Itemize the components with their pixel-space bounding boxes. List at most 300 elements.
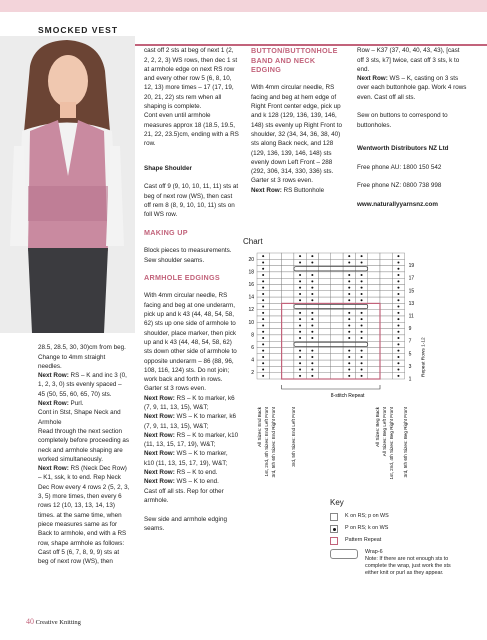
chart-cell [380,253,392,259]
purl-dot [262,318,264,320]
col2-text-4: With 4mm circular needle, RS facing and beg at one underarm, pick up and k 43 (44, 48, 54, 58, 62) sts up one side of armhole to shoulder, place marker, then pick up and k 43 (44, 48, 54, 58, 62) sts down other side of armhole to opposite underarm – 86 (88, 96, 108, 116, 124) sts. Do not join; work back and forth in rows. Garter st 3 rows even. [144,292,237,393]
purl-dot [348,362,350,364]
purl-dot [262,312,264,314]
chart-cell [368,303,380,309]
row-instruction: RS – K to marker, k6 (7, 9, 11, 13, 15), W&T; [144,394,235,411]
chart-row-number: 17 [408,275,415,282]
chart-cell [331,360,343,366]
chart-cell [380,335,392,341]
chart-cell [368,366,380,372]
next-row-label: Next Row: [144,431,175,439]
chart-cell [368,341,380,347]
chart-cell [282,297,294,303]
purl-dot [361,293,363,295]
chart-cell [282,354,294,360]
col3-text-1: With 4mm circular needle, RS facing and beg at hem edge of Right Front center edge, pick up and k 128 (129, 136, 139, 146, 148) sts evenly up Right Front to shoulder, 32 (34, 34, 36, 38, 40) sts along Back neck, and 128 (129, 136, 139, 146, 148) sts evenly down Left Front – 288 (292, 306, 314, 330, 336) sts. Garter st 3 rows even. [251,84,343,185]
next-row-label: Next Row: [144,413,175,421]
purl-dot [262,280,264,282]
col2-text-3: Block pieces to measurements. Sew shoulder seams. [144,247,232,264]
purl-dot [262,369,264,371]
chart-cell [368,266,380,272]
chart-cell [380,360,392,366]
purl-dot [262,293,264,295]
purl-dot [348,255,350,257]
col1-text-1: RS – K and inc 3 (0, 1, 2, 3, 0) sts evenly spaced – 45 (50, 55, 60, 65, 70) sts. [38,372,127,398]
purl-dot [397,287,399,289]
purl-dot [397,312,399,314]
chart-cell [368,354,380,360]
chart-cell [282,329,294,335]
purl-dot [262,274,264,276]
key-label: K on RS; p on WS [345,513,389,519]
purl-dot [348,287,350,289]
purl-dot [397,343,399,345]
purl-dot [397,255,399,257]
chart-cell [380,354,392,360]
purl-dot [397,299,399,301]
purl-dot [299,375,301,377]
purl-dot [397,375,399,377]
stitch-chart [243,247,473,497]
purl-dot [299,362,301,364]
chart-cell [269,354,281,360]
col2-text-5: Cast off all sts. Rep for other armhole. Sew side and armhole edging seams. [144,487,227,532]
purl-dot [348,274,350,276]
chart-cell [282,266,294,272]
chart-cell [319,291,331,297]
chart-cell [368,348,380,354]
chart-cell [282,285,294,291]
chart-cell [319,366,331,372]
chart-cell [282,373,294,379]
purl-dot [348,280,350,282]
chart-cell [380,291,392,297]
purl-dot [262,306,264,308]
row-instruction: RS – K to marker, k10 (11, 13, 15, 17, 19), W&T; [144,431,239,449]
chart-cell [331,310,343,316]
purl-dot [299,287,301,289]
chart-cell [368,373,380,379]
purl-dot [348,356,350,358]
col3-text-2: RS Buttonhole [281,186,325,194]
col1-intro: 28.5, 28.5, 30, 30)cm from beg. Change to 4mm straight needles. [38,344,126,370]
purl-dot [397,318,399,320]
chart-cell [331,329,343,335]
purl-dot [311,331,313,333]
purl-dot [348,337,350,339]
size-label: All Sizes: Beg Left Front [382,407,387,457]
purl-dot [397,369,399,371]
purl-dot [311,287,313,289]
wrap-symbol-icon [330,549,358,559]
chart-cell [331,278,343,284]
purl-dot [262,356,264,358]
size-label: 3rd, 5th Sizes: End Left Front [291,407,296,467]
chart-cell [269,322,281,328]
chart-cell [380,297,392,303]
column-2-text [144,37,239,533]
chart-cell [269,259,281,265]
col2-text-1: cast off 2 sts at beg of next 1 (2, 2, 2, 2, 3) WS rows, then dec 1 st at armhole edge on next RS row and every other row 5 (6, 8, 10, 12, 13) more times – 17 (17, 19, 20, 21, 22) sts rem when all shaping is complete. Cont even until armhole measures approx 18 (18.5, 19.5, 21, 22, 23.5)cm, ending with a RS row. [144,47,239,148]
purl-dot [262,255,264,257]
knit-symbol-icon [330,513,338,521]
page-footer [26,617,81,626]
chart-row-number: 11 [408,313,414,320]
shape-shoulder-heading: Shape Shoulder [144,164,192,172]
purl-dot [311,280,313,282]
chart-cell [380,341,392,347]
purl-dot [311,362,313,364]
chart-cell [319,373,331,379]
purl-dot [262,331,264,333]
purl-dot [361,331,363,333]
chart-cell [331,285,343,291]
chart-cell [380,373,392,379]
chart-cell [380,272,392,278]
purl-dot [299,312,301,314]
next-row-label: Next Row: [357,75,388,83]
model-photo [0,36,135,333]
chart-cell [319,316,331,322]
chart-cell [368,322,380,328]
purl-dot [348,293,350,295]
chart-row-number: 4 [251,357,254,364]
purl-dot [299,350,301,352]
purl-dot [262,362,264,364]
purl-dot [348,375,350,377]
chart-row-number: 13 [408,300,415,307]
purl-dot [311,255,313,257]
chart-row-number: 15 [408,288,415,295]
col2-text-2: Cast off 9 (9, 10, 10, 11, 11) sts at beg of next row (WS), then cast off rem 8 (8, 9, 10, 10, 11) sts on foll WS row. [144,183,239,219]
purl-dot [348,324,350,326]
purl-dot [397,280,399,282]
chart-cell [331,354,343,360]
purl-dot [262,287,264,289]
chart-cell [269,297,281,303]
chart-cell [331,291,343,297]
chart-cell [269,341,281,347]
chart-cell [282,348,294,354]
purl-dot [262,268,264,270]
button-band-heading: BUTTON/BUTTONHOLE BAND AND NECK EDGING [251,46,338,74]
chart-cell [368,253,380,259]
chart-row-number: 9 [408,326,412,333]
row-instruction: WS – K to marker, k10 (11, 13, 15, 17, 19), W&T; [144,450,228,467]
key-label: Pattern Repeat [345,537,382,543]
row-instruction: RS – K to end. [174,469,218,477]
purl-dot [299,318,301,320]
next-row-label: Next Row: [144,394,175,402]
chart-row-number: 8 [251,332,254,339]
chart-cell [269,272,281,278]
row-instruction: WS – K to end. [174,478,219,486]
phone-nz: Free phone NZ: 0800 738 998 [357,182,442,190]
purl-dot [397,362,399,364]
purl-dot [397,331,399,333]
purl-dot [299,299,301,301]
chart-cell [269,366,281,372]
purl-dot [299,324,301,326]
chart-cell [319,253,331,259]
purl-dot [311,293,313,295]
chart-cell [331,373,343,379]
purl-dot [397,324,399,326]
chart-cell [269,335,281,341]
key-title: Key [330,498,344,507]
purl-dot [348,350,350,352]
purl-dot [311,318,313,320]
purl-dot [311,299,313,301]
chart-cell [331,297,343,303]
chart-cell [380,259,392,265]
chart-cell [368,297,380,303]
purl-dot [311,261,313,263]
chart-row-number: 3 [408,363,412,370]
purl-dot [299,369,301,371]
model-illustration [0,36,135,333]
chart-cell [282,253,294,259]
chart-cell [319,354,331,360]
purl-dot [299,255,301,257]
chart-cell [331,348,343,354]
repeat-symbol-icon [330,537,338,545]
chart-cell [380,329,392,335]
chart-cell [282,310,294,316]
size-label: All Sizes: End Back [257,407,262,447]
chart-cell [282,341,294,347]
purl-dot [397,274,399,276]
chart-cell [319,348,331,354]
chart-cell [269,303,281,309]
chart-cell [368,329,380,335]
chart-row-number: 19 [408,263,415,270]
chart-cell [331,335,343,341]
col4-text-2: WS – K, casting on 3 sts over each buttonhole gap. Work 4 rows even. Cast off all sts. Sew on buttons to correspond to buttonholes. [357,75,467,129]
purl-dot [299,337,301,339]
column-1-text [38,334,130,566]
chart-cell [331,272,343,278]
chart-row-number: 7 [408,338,412,345]
size-label: 1st, 2nd, 4th Sizes: End Left Front [264,407,269,477]
size-label: All Sizes: Beg Back [375,407,380,447]
pattern-title: SMOCKED VEST [38,25,119,35]
page-header [0,12,487,36]
purl-dot [361,356,363,358]
making-up-heading: MAKING UP [144,227,188,237]
purl-dot [361,324,363,326]
key-item-wrap [330,549,470,577]
distributor-website[interactable]: www.naturallyyarnsnz.com [357,201,438,209]
purl-dot [361,274,363,276]
chart-row-number: 18 [248,269,254,276]
chart-cell [368,272,380,278]
chart-row-number: 12 [248,307,254,314]
chart-cell [282,303,294,309]
purl-symbol-icon [330,525,338,533]
chart-cell [282,291,294,297]
purl-dot [397,261,399,263]
chart-cell [380,366,392,372]
row-instruction: WS – K to marker, k6 (7, 9, 11, 13, 15), W&T; [144,413,237,430]
chart-cell [319,259,331,265]
purl-dot [299,293,301,295]
phone-au: Free phone AU: 1800 150 542 [357,163,442,171]
col1-text-3: RS (Neck Dec Row) – K1, ssk, k to end. Rep Neck Dec Row every 4 rows 2 (5, 2, 3, 3, 5) more times, then every 6 rows 12 (10, 13, 13, 14, 13) times. at the same time, when piece measures same as for Back to armhole, end with a RS row, shape armhole as follows: Cast off 5 (6, 7, 8, 9, 9) sts at beg of next row (WS), then [38,465,130,566]
chart-cell [269,348,281,354]
purl-dot [361,337,363,339]
page-number: 40 [26,617,34,626]
chart-cell [368,310,380,316]
chart-cell [368,335,380,341]
purl-dot [299,356,301,358]
chart-cell [319,285,331,291]
purl-dot [361,369,363,371]
purl-dot [397,337,399,339]
chart-cell [269,329,281,335]
chart-cell [269,373,281,379]
size-label: 3rd, 5th 6th Sizes: Beg Right Front [403,407,408,478]
key-item-purl [330,525,388,533]
repeat-bracket [282,385,380,389]
chart-cell [319,322,331,328]
purl-dot [311,356,313,358]
purl-dot [348,299,350,301]
purl-dot [262,261,264,263]
purl-dot [299,331,301,333]
chart-cell [319,335,331,341]
chart-cell [282,366,294,372]
purl-dot [262,350,264,352]
purl-dot [348,261,350,263]
chart-cell [319,278,331,284]
key-label: Wrap-6 Note: If there are not enough sts to complete the wrap, just work the sts either knit or purl as they appear. [365,549,451,576]
purl-dot [361,280,363,282]
next-row-label: Next Row: [144,469,175,477]
purl-dot [361,261,363,263]
purl-dot [311,324,313,326]
chart-cell [319,272,331,278]
chart-row-number: 2 [251,370,254,377]
chart-row-number: 5 [408,351,412,358]
purl-dot [397,356,399,358]
purl-dot [361,350,363,352]
chart-cell [319,360,331,366]
key-item-knit [330,513,389,521]
next-row-label: Next Row: [38,372,69,380]
chart-cell [269,316,281,322]
purl-dot [311,369,313,371]
purl-dot [299,280,301,282]
purl-dot [361,318,363,320]
purl-dot [348,312,350,314]
chart-cell [380,303,392,309]
purl-dot [262,337,264,339]
chart-cell [380,348,392,354]
purl-dot [311,274,313,276]
purl-dot [262,299,264,301]
chart-cell [331,366,343,372]
chart-cell [380,278,392,284]
size-label: 3rd, 5th 6th Sizes: End Right Front [271,407,276,478]
column-4-text [357,37,467,219]
chart-cell [380,316,392,322]
purl-dot [299,274,301,276]
chart-cell [282,278,294,284]
chart-cell [269,278,281,284]
chart-cell [282,335,294,341]
next-row-label: Next Row: [251,186,282,194]
chart-cell [282,316,294,322]
chart-cell [269,285,281,291]
chart-cell [269,253,281,259]
chart-row-number: 20 [248,256,254,263]
next-row-label: Next Row: [144,450,175,458]
chart-cell [269,266,281,272]
key-item-repeat [330,537,381,545]
armhole-edgings-heading: ARMHOLE EDGINGS [144,272,220,282]
purl-dot [348,369,350,371]
next-row-label: Next Row: [38,400,69,408]
distributor-name: Wentworth Distributors NZ Ltd [357,145,449,153]
purl-dot [262,375,264,377]
next-row-label: Next Row: [144,478,175,486]
chart-cell [282,272,294,278]
col1-text-2: Purl. Cont in Stst, Shape Neck and Armhole Read through the next section completely before proceeding as neck and armhole shaping are worked simultaneously. [38,400,130,463]
purl-dot [361,312,363,314]
purl-dot [311,337,313,339]
chart-title: Chart [243,237,263,246]
next-row-label: Next Row: [38,465,69,473]
purl-dot [361,375,363,377]
chart-cell [368,278,380,284]
column-3-text [251,37,346,204]
purl-dot [348,331,350,333]
purl-dot [361,362,363,364]
purl-dot [262,324,264,326]
chart-cell [368,285,380,291]
chart-cell [368,316,380,322]
col4-text-1: Row – K37 (37, 40, 40, 43, 43), [cast off 3 sts, k7] twice, cast off 3 sts, k to end. [357,47,460,73]
purl-dot [311,312,313,314]
purl-dot [361,299,363,301]
purl-dot [397,350,399,352]
chart-cell [331,253,343,259]
chart-cell [331,259,343,265]
repeat-rows-label: Repeat Rows 1-12 [421,337,427,377]
chart-cell [319,310,331,316]
chart-cell [282,360,294,366]
purl-dot [361,287,363,289]
purl-dot [311,350,313,352]
chart-cell [282,322,294,328]
purl-dot [262,343,264,345]
chart-cell [269,291,281,297]
chart-row-number: 14 [248,294,254,301]
key-label: P on RS; k on WS [345,525,389,531]
chart-cell [380,285,392,291]
purl-dot [299,261,301,263]
chart-cell [269,310,281,316]
chart-row-number: 16 [248,282,254,288]
stitch-repeat-label: 8-stitch Repeat [330,393,365,399]
top-color-band [0,0,487,12]
purl-dot [397,306,399,308]
chart-cell [331,322,343,328]
chart-cell [380,310,392,316]
purl-dot [397,268,399,270]
chart-cell [380,322,392,328]
